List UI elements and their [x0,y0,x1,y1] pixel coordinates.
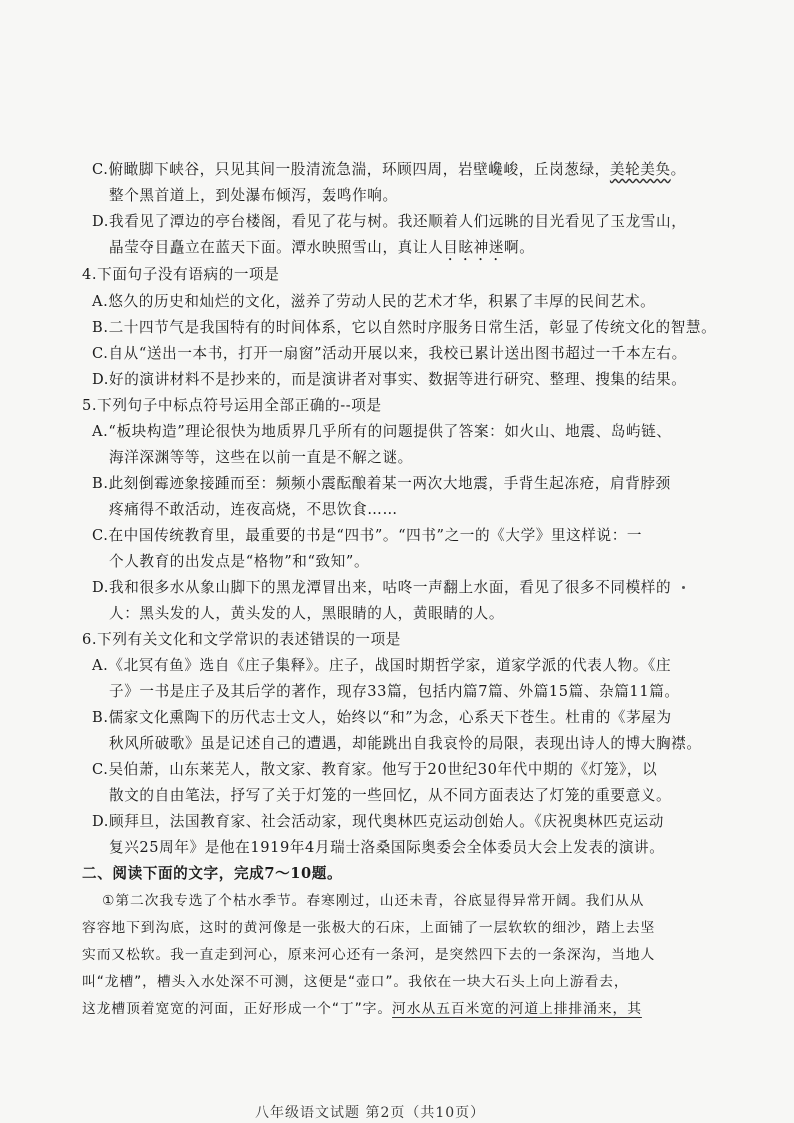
passage-line-3: 实而又松软。我一直走到河心，原来河心还有一条河，是突然四下去的一条深沟，当地人 [82,947,656,963]
q5-option-c-line1: C.在中国传统教育里，最重要的书是“四书”。“四书”之一的《大学》里这样说：一 [92,527,643,544]
q3-option-c-marked-word: 美轮美奂 [609,161,671,178]
passage-underlined-sentence: 河水从五百米宽的河道上排排涌来，其 [392,1001,642,1017]
scan-speck [682,586,685,589]
q4-stem: 4.下面句子没有语病的一项是 [82,266,280,283]
q3-option-d-text: 晶莹夺目矗立在蓝天下面。潭水映照雪山，真让人 [109,239,444,256]
q5-option-a-line2: 海洋深渊等等，这些在以前一直是不解之谜。 [109,449,413,466]
passage-line-4: 叫“龙槽”，槽头入水处深不可测，这便是“壶口”。我依在一块大石头上向上游看去， [82,974,629,990]
q3-option-d-line1: D.我看见了潭边的亭台楼阁，看见了花与树。我还顺着人们远眺的目光看见了玉龙雪山， [92,213,687,230]
q6-option-a-line2: 子》一书是庄子及其后学的著作，现存33篇，包括内篇7篇、外篇15篇、杂篇11篇。 [109,683,680,700]
q5-stem: 5.下列句子中标点符号运用全部正确的--项是 [82,397,382,414]
q5-option-b-line1: B.此刻倒霉迹象接踵而至：频频小震酝酿着某一两次大地震，手背生起冻疮，肩背脖颈 [92,475,671,492]
q4-option-b: B.二十四节气是我国特有的时间体系，它以自然时序服务日常生活，彰显了传统文化的智慧。 [92,319,717,336]
q5-option-a-line1: A.“板块构造”理论很快为地质界几乎所有的问题提供了答案：如火山、地震、岛屿链、 [92,423,672,440]
q6-option-c-line1: C.吴伯萧，山东莱芜人，散文家、教育家。他写于20世纪30年代中期的《灯笼》，以 [92,761,658,778]
passage-line-5 [82,999,642,1019]
q3-option-d-marked-word: 目眩神迷 [443,239,505,256]
passage-line-5-text: 这龙槽顶着宽宽的河面，正好形成一个“丁”字。 [82,1001,393,1017]
q5-option-d-line2: 人：黑头发的人，黄头发的人，黑眼睛的人，黄眼睛的人。 [109,605,505,622]
q6-option-c-line2: 散文的自由笔法，抒写了关于灯笼的一些回忆，从不同方面表达了灯笼的重要意义。 [109,787,672,804]
q6-option-a-line1: A.《北冥有鱼》选自《庄子集释》。庄子，战国时期哲学家，道家学派的代表人物。《庄 [92,657,672,674]
q5-option-c-line2: 个人教育的出发点是“格物”和“致知”。 [109,553,370,570]
q5-option-d-line1: D.我和很多水从象山脚下的黑龙潭冒出来，咕咚一声翻上水面，看见了很多不同模样的 [92,579,672,596]
q4-option-a: A.悠久的历史和灿烂的文化，滋养了劳动人民的艺术才华，积累了丰厚的民间艺术。 [92,293,656,310]
q3-option-d-line2 [109,238,534,264]
q3-option-c-text: C.俯瞰脚下峡谷，只见其间一股清流急湍，环顾四周，岩壁巉峻，丘岗葱绿， [92,161,610,178]
q6-option-d-line2: 复兴25周年》是他在1919年4月瑞士洛桑国际奥委会全体委员大会上发表的演讲。 [109,839,665,856]
q6-stem: 6.下列有关文化和文学常识的表述错误的一项是 [82,631,402,648]
q4-option-d: D.好的演讲材料不是抄来的，而是演讲者对事实、数据等进行研究、整理、搜集的结果。 [92,371,687,388]
page-footer: 八年级语文试题 第2页（共10页） [255,1105,486,1121]
q6-option-d-line1: D.顾拜旦，法国教育家、社会活动家，现代奥林匹克运动创始人。《庆祝奥林匹克运动 [92,813,664,830]
q5-option-b-line2: 疼痛得不敢活动，连夜高烧，不思饮食…… [109,501,398,518]
q4-option-c: C.自从“送出一本书，打开一扇窗”活动开展以来，我校已累计送出图书超过一千本左右。 [92,345,687,362]
q3-option-c-end: 。 [670,161,686,178]
q3-option-c-line2: 整个黑首道上，到处瀑布倾泻，轰鸣作响。 [109,187,398,204]
q3-option-c-line1 [92,160,686,180]
q3-option-d-end: 啊。 [504,239,535,256]
q6-option-b-line1: B.儒家文化熏陶下的历代志士文人，始终以“和”为念，心系天下苍生。杜甫的《茅屋为 [92,709,672,726]
q6-option-b-line2: 秋风所破歌》虽是记述自己的遭遇，却能跳出自我哀怜的局限，表现出诗人的博大胸襟。 [109,735,702,752]
passage-line-1: ①第二次我专选了个枯水季节。春寒刚过，山还未青，谷底显得异常开阔。我们从从 [102,893,645,909]
passage-line-2: 容容地下到沟底，这时的黄河像是一张极大的石床，上面铺了一层软软的细沙，踏上去坚 [82,920,656,936]
section-heading: 二、阅读下面的文字，完成7～10题。 [82,865,343,882]
